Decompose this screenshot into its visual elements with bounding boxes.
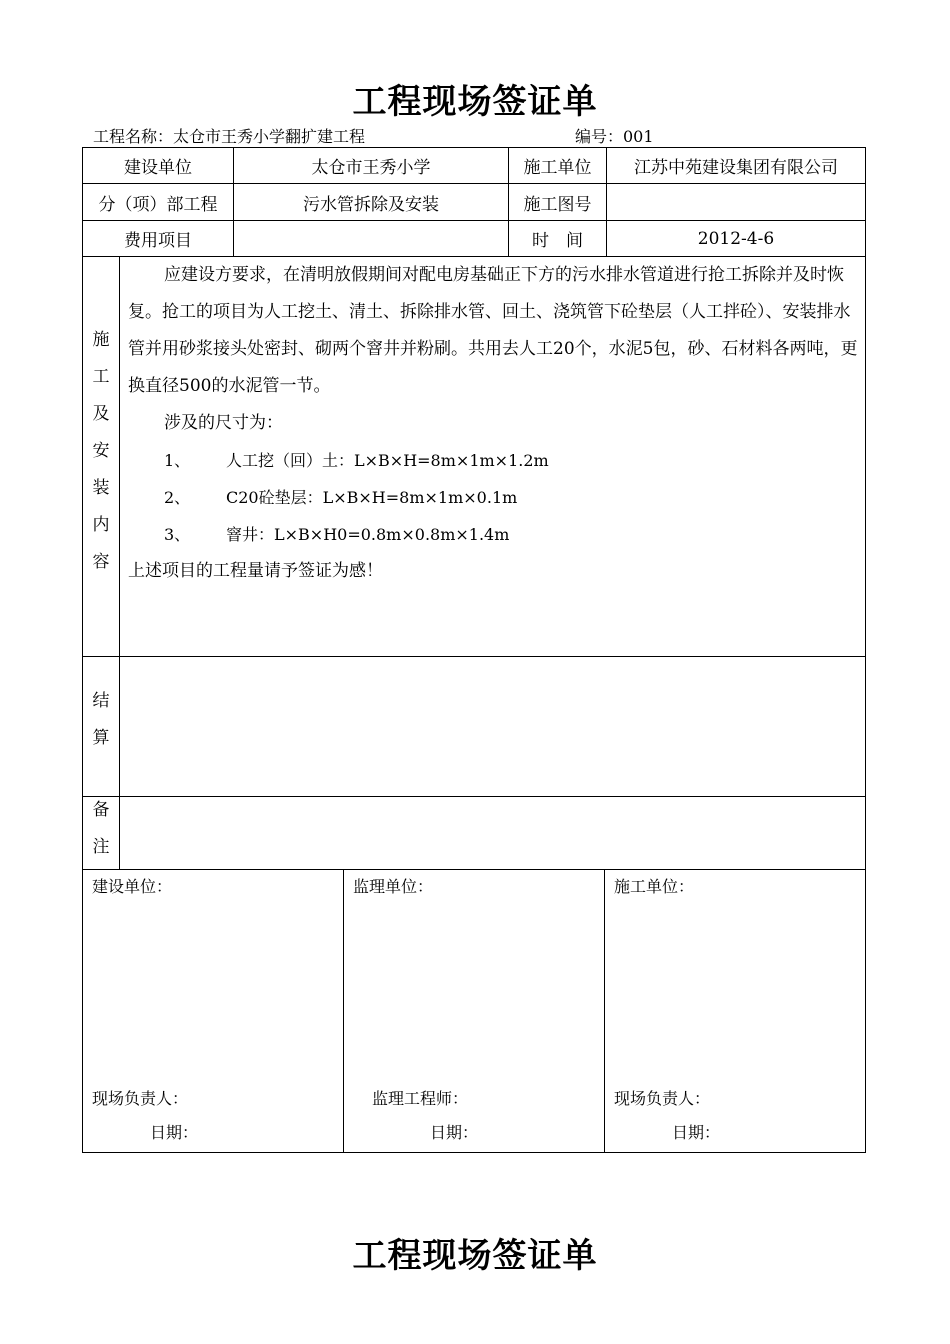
label-construction-unit: 建设单位 [124,158,192,178]
sig-supervision-unit: 监理单位： [353,877,434,896]
label-sub-project: 分（项）部工程 [98,194,218,215]
content-section-label: 施 工 及 安 装 内 容 [92,330,110,572]
label-contractor: 施工单位 [523,158,592,178]
page-title: 工程现场签证单 [352,82,598,122]
list-item: 3、 窨井：L×B×H0=0.8m×0.8m×1.4m [164,525,510,544]
form-number: 编号：001 [575,124,654,148]
sig-contractor-unit: 施工单位： [614,877,695,896]
sig-construction-unit: 建设单位： [92,877,173,896]
next-page-title: 工程现场签证单 [352,1236,598,1276]
value-construction-unit: 太仓市王秀小学 [311,158,431,178]
sig-date-2: 日期： [430,1123,479,1142]
settlement-section-label: 结 算 [92,691,110,748]
value-contractor: 江苏中苑建设集团有限公司 [634,158,838,178]
dimensions-heading: 涉及的尺寸为： [164,413,283,433]
sig-supervising-engineer: 监理工程师： [372,1089,469,1108]
list-item: 1、 人工挖（回）土：L×B×H=8m×1m×1.2m [164,451,549,470]
sig-date-1: 日期： [150,1123,199,1142]
label-drawing-number: 施工图号 [523,194,592,215]
remarks-section-label: 备 注 [92,800,110,857]
value-drawing-number [607,184,865,220]
sig-site-manager-3: 现场负责人： [614,1089,711,1108]
form-header [93,124,866,146]
list-item: 2、 C20砼垫层：L×B×H=8m×1m×0.1m [164,488,518,507]
construction-content [128,257,860,590]
label-cost-item: 费用项目 [124,231,192,251]
label-time: 时 间 [532,231,583,251]
project-name: 工程名称：太仓市王秀小学翻扩建工程 [93,124,365,148]
content-paragraph: 应建设方要求，在清明放假期间对配电房基础正下方的污水排水管道进行抢工拆除并及时恢复。抢工的项目为人工挖土、清土、拆除排水管、回土、浇筑管下砼垫层（人工拌砼）、安装排水管并用砂浆接头处密封、砌两个窨井并粉刷。共用去人工20个，水泥5包，砂、石材料各两吨，更换直径500的水泥管一节。 [128,265,858,396]
closing-text: 上述项目的工程量请予签证为感！ [128,561,383,581]
value-cost-item [234,221,508,256]
sig-date-3: 日期： [672,1123,721,1142]
value-sub-project: 污水管拆除及安装 [303,194,439,215]
value-date: 2012-4-6 [697,228,775,249]
sig-site-manager-1: 现场负责人： [92,1089,189,1108]
